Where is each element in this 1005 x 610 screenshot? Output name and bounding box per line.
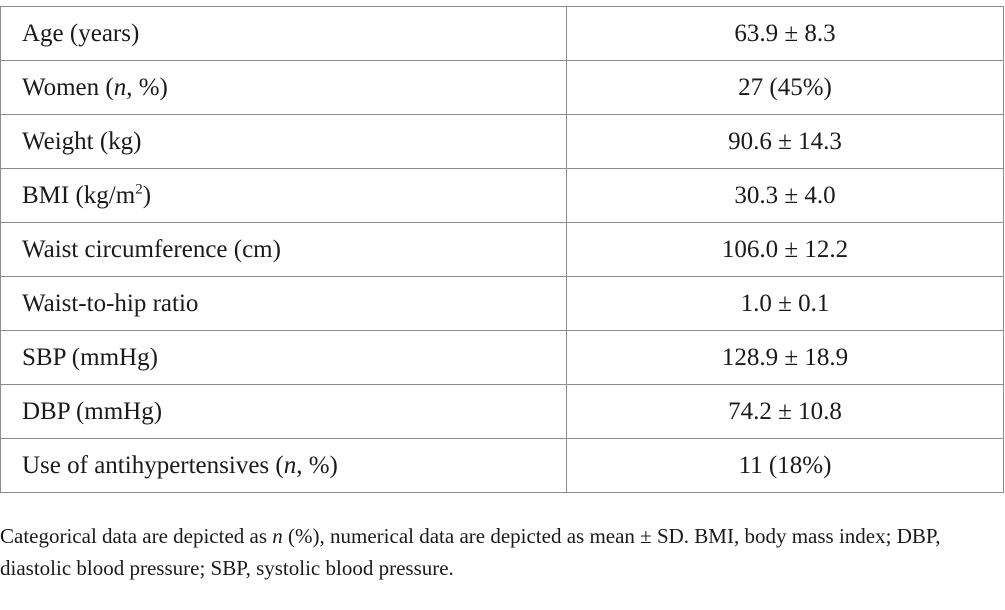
characteristics-table (0, 6, 1004, 493)
table-row (1, 223, 1004, 277)
label-text: ) (142, 182, 152, 209)
label-superscript: 2 (135, 181, 143, 198)
row-value: 63.9 ± 8.3 (567, 7, 1004, 61)
label-italic-n: n (113, 74, 127, 101)
row-value: 74.2 ± 10.8 (567, 385, 1004, 439)
row-value: 30.3 ± 4.0 (567, 169, 1004, 223)
footnote-text: Categorical data are depicted as (0, 524, 273, 548)
footnote-text: (%), numerical data are depicted as mean ± SD. BMI, body mass index; DBP, diastolic blood pressure; SBP, systolic blood pressure. (0, 524, 941, 580)
row-label (1, 169, 567, 223)
label-text: Women ( (22, 74, 114, 101)
label-text: , %) (296, 452, 338, 479)
row-label (1, 61, 567, 115)
row-label: SBP (mmHg) (1, 331, 567, 385)
row-label: DBP (mmHg) (1, 385, 567, 439)
row-value: 90.6 ± 14.3 (567, 115, 1004, 169)
row-label: Waist-to-hip ratio (1, 277, 567, 331)
table-footnote (0, 520, 1004, 584)
row-label: Age (years) (1, 7, 567, 61)
row-value: 27 (45%) (567, 61, 1004, 115)
table-row (1, 277, 1004, 331)
row-value: 106.0 ± 12.2 (567, 223, 1004, 277)
label-text: BMI (kg/m (22, 182, 136, 209)
table-row (1, 331, 1004, 385)
row-label: Weight (kg) (1, 115, 567, 169)
row-label (1, 439, 567, 493)
characteristics-table-container (0, 6, 1004, 493)
row-value: 128.9 ± 18.9 (567, 331, 1004, 385)
label-italic-n: n (283, 452, 297, 479)
table-row (1, 61, 1004, 115)
table-row (1, 7, 1004, 61)
table-row (1, 115, 1004, 169)
row-value: 1.0 ± 0.1 (567, 277, 1004, 331)
row-label: Waist circumference (cm) (1, 223, 567, 277)
table-row (1, 439, 1004, 493)
table-row (1, 385, 1004, 439)
label-text: , %) (126, 74, 168, 101)
label-text: Use of antihypertensives ( (22, 452, 284, 479)
row-value: 11 (18%) (567, 439, 1004, 493)
table-row (1, 169, 1004, 223)
footnote-italic-n: n (272, 524, 283, 548)
